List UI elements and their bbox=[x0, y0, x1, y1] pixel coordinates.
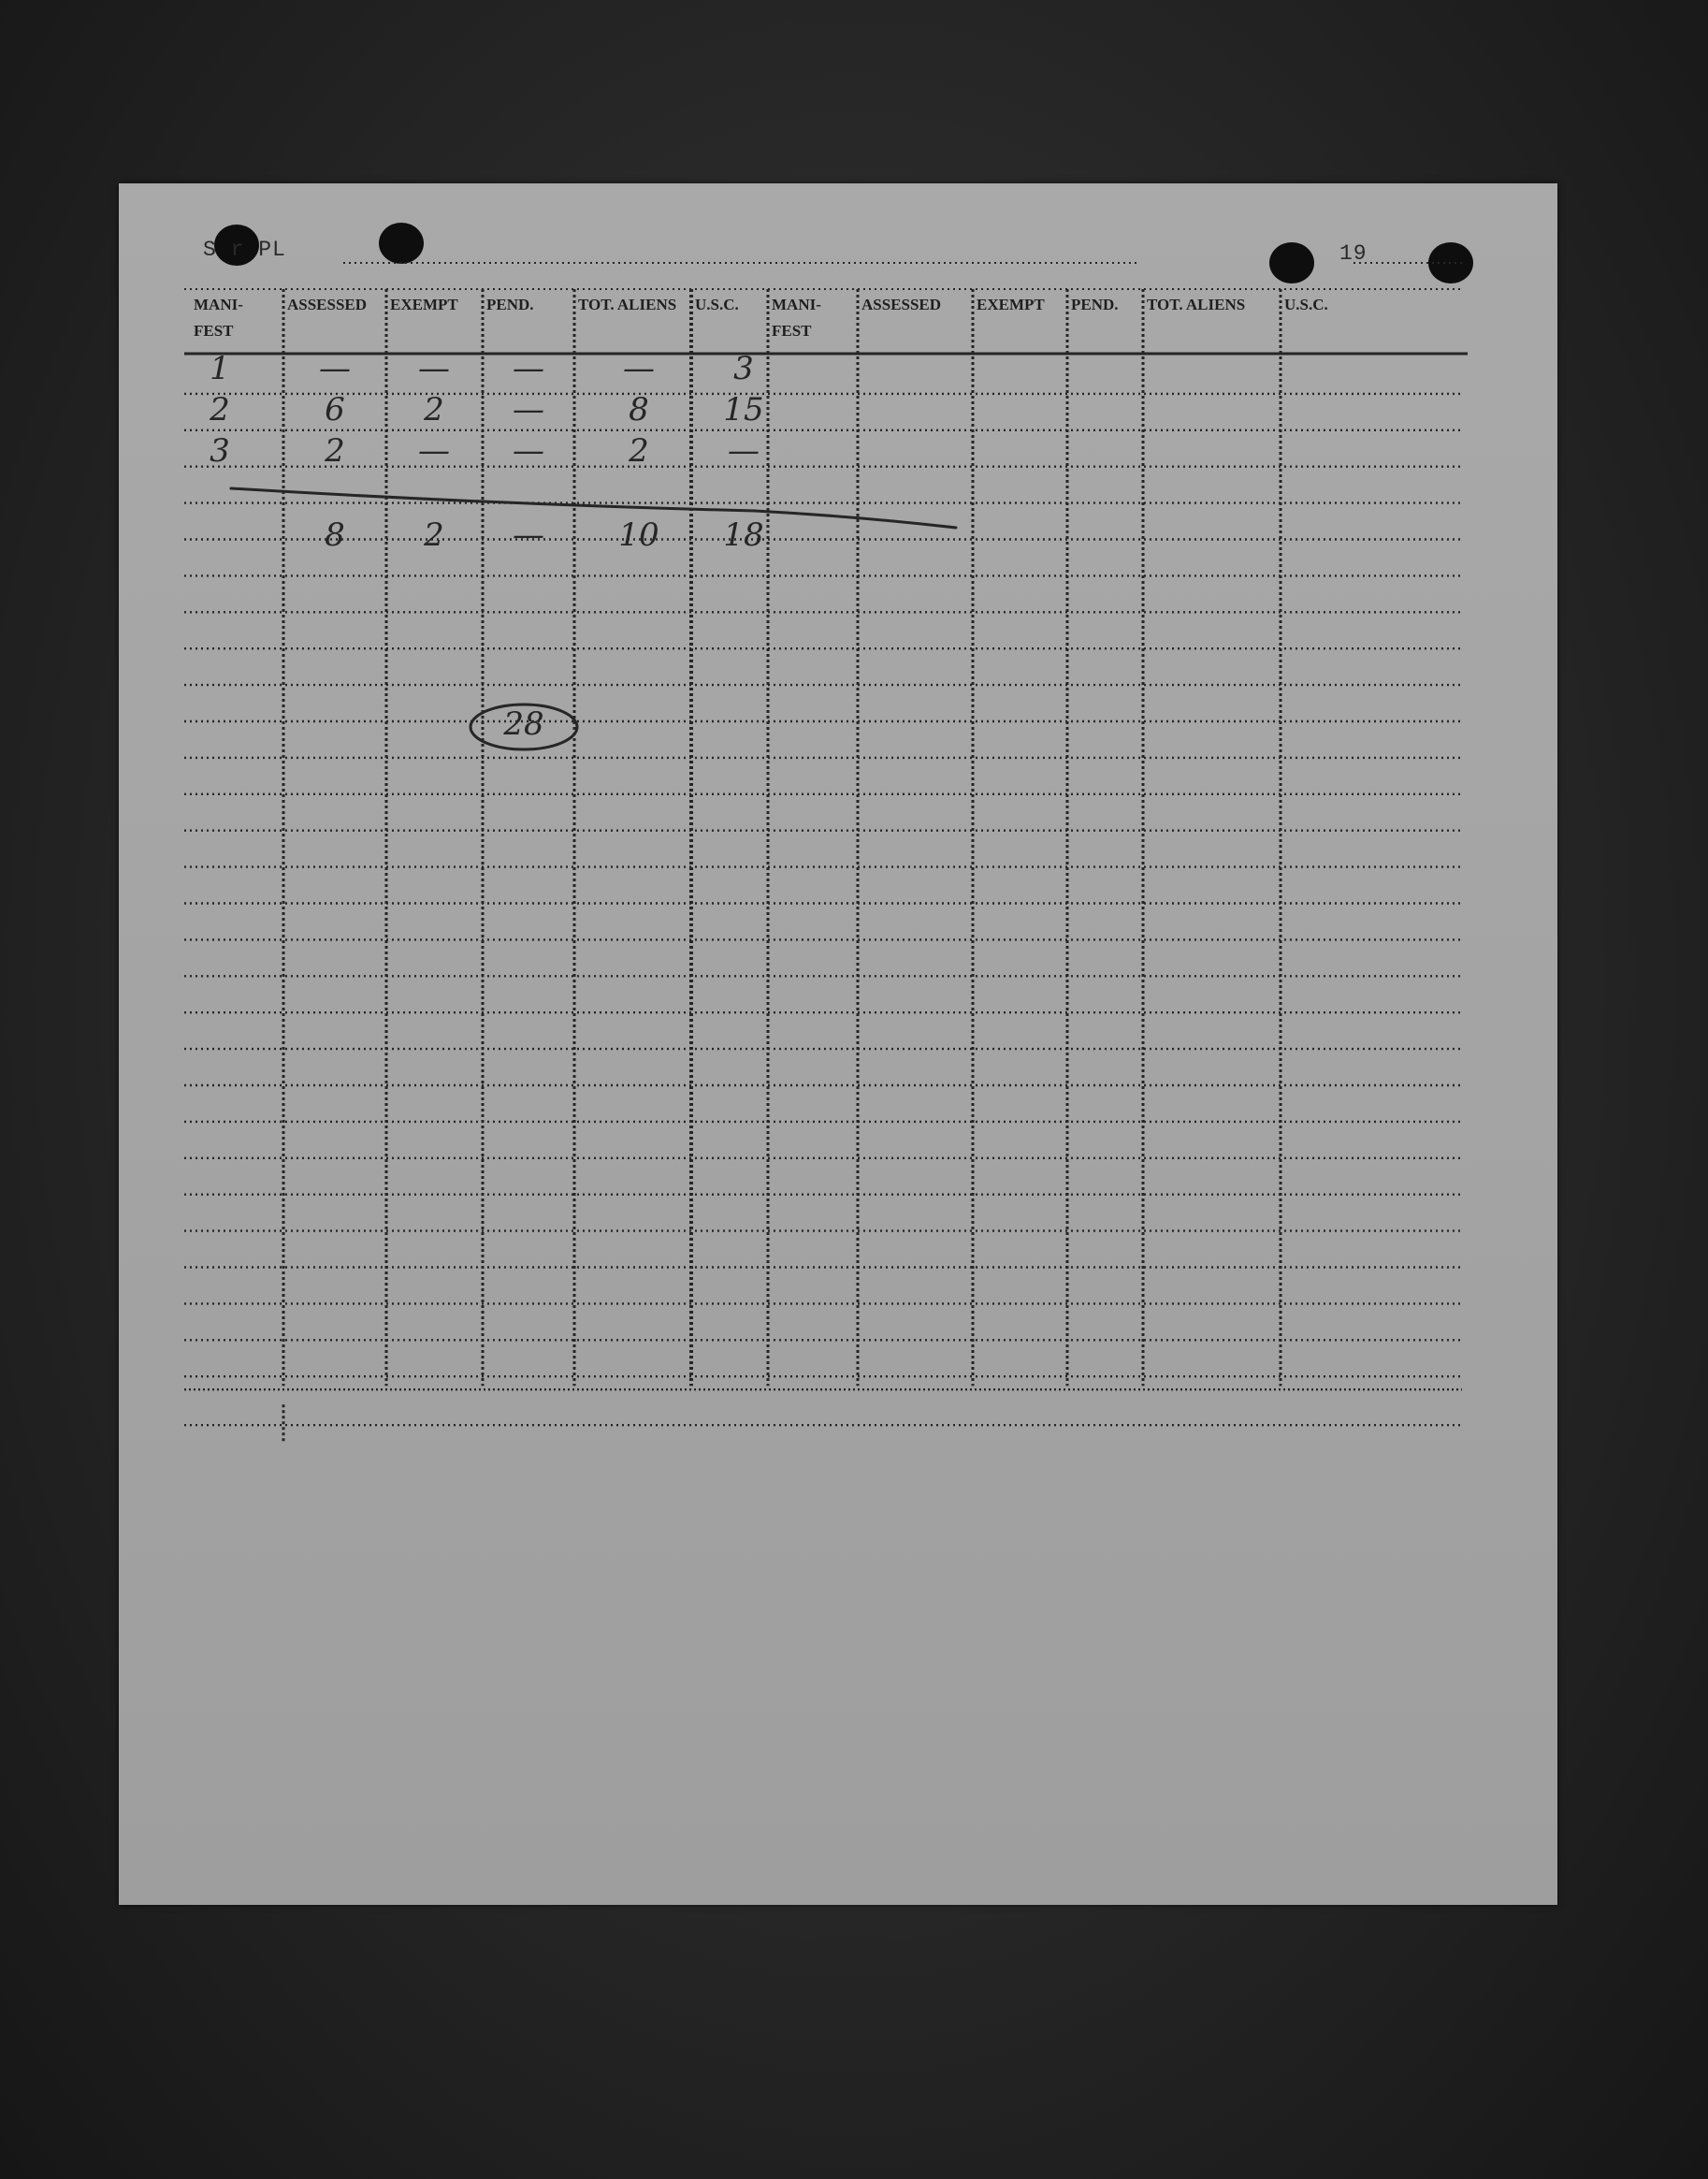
total-entry: 10 bbox=[618, 516, 659, 554]
cell-entry: 2 bbox=[424, 391, 444, 429]
cell-entry: 2 bbox=[629, 432, 649, 470]
total-entry: 8 bbox=[325, 516, 345, 554]
cell-entry: — bbox=[623, 350, 655, 387]
column-header: MANI- FEST bbox=[194, 296, 243, 340]
cell-entry: — bbox=[418, 350, 450, 387]
column-header: PEND. bbox=[486, 296, 534, 313]
cell-entry: — bbox=[513, 350, 544, 387]
column-header: EXEMPT bbox=[977, 296, 1045, 313]
cell-entry: — bbox=[418, 432, 450, 470]
cell-entry: — bbox=[513, 391, 544, 429]
cell-entry: 2 bbox=[210, 391, 230, 429]
cell-entry: 1 bbox=[210, 350, 230, 387]
cell-entry: 15 bbox=[723, 391, 764, 429]
cell-entry: 3 bbox=[210, 432, 230, 470]
header-vessel-label: S r PL bbox=[203, 238, 286, 262]
total-entry: 2 bbox=[424, 516, 444, 554]
cell-entry: 2 bbox=[325, 432, 345, 470]
total-underline bbox=[231, 488, 956, 528]
column-header: ASSESSED bbox=[287, 296, 368, 313]
circled-total-value: 28 bbox=[503, 705, 544, 743]
column-header: MANI- FEST bbox=[772, 296, 821, 340]
column-header: TOT. ALIENS bbox=[578, 296, 677, 313]
column-header: EXEMPT bbox=[390, 296, 458, 313]
cell-entry: 3 bbox=[733, 350, 754, 387]
cell-entry: — bbox=[513, 432, 544, 470]
handwriting-overlay bbox=[119, 183, 1557, 1905]
cell-entry: 8 bbox=[629, 391, 649, 429]
column-header: U.S.C. bbox=[1284, 296, 1328, 313]
total-entry: — bbox=[513, 516, 544, 554]
header-year-prefix: 19 bbox=[1339, 241, 1368, 266]
column-header: ASSESSED bbox=[861, 296, 942, 313]
ledger-sheet bbox=[119, 183, 1557, 1905]
total-entry: 18 bbox=[723, 516, 764, 554]
cell-entry: 6 bbox=[325, 391, 345, 429]
column-header: PEND. bbox=[1071, 296, 1119, 313]
cell-entry: — bbox=[728, 432, 760, 470]
column-header: U.S.C. bbox=[695, 296, 739, 313]
cell-entry: — bbox=[319, 350, 351, 387]
column-header: TOT. ALIENS bbox=[1147, 296, 1246, 313]
